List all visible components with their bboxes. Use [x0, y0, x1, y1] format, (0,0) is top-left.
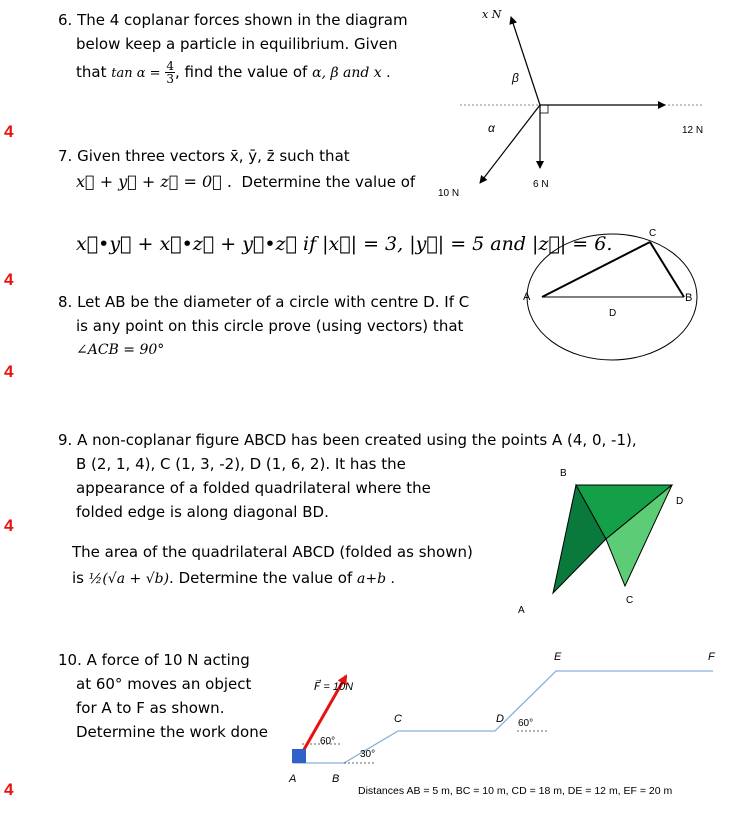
- q10-angle-60b: 60°: [518, 718, 534, 729]
- q10-label-e: E: [554, 651, 562, 663]
- q9-is: is: [72, 569, 84, 587]
- q9-line6: [72, 566, 473, 591]
- q10-line4: Determine the work done: [76, 723, 268, 741]
- q10-angle-30: 30°: [360, 749, 376, 760]
- q9-determine: . Determine the value of: [169, 569, 353, 587]
- q6-tan-expr: tan α =: [111, 66, 161, 81]
- q6-frac-den: 3: [166, 72, 174, 86]
- q6-find-vars: α, β and x .: [312, 65, 391, 81]
- q9-line4: folded edge is along diagonal BD.: [76, 503, 329, 521]
- q10-line1: 10. A force of 10 N acting: [58, 651, 250, 669]
- marks-q10: 4: [4, 780, 14, 799]
- q9-label-d: D: [676, 496, 684, 507]
- q9-label-c: C: [626, 595, 634, 606]
- q8-angle: ∠ACB = 90°: [76, 342, 165, 358]
- q9-line3: appearance of a folded quadrilateral where the: [76, 479, 431, 497]
- q6-force-10n: [480, 105, 540, 183]
- q10-path-diagram: [280, 640, 725, 790]
- q6-label-alpha: α: [488, 121, 495, 135]
- marks-q8: 4: [4, 362, 14, 381]
- q8-label-c: C: [649, 228, 657, 239]
- q10-force-label: F⃗ = 10N: [314, 681, 354, 693]
- q7-determine: Determine the value of: [241, 173, 416, 191]
- q9-label-a: A: [518, 605, 525, 616]
- q7-expression: x⃗•y⃗ + x⃗•z⃗ + y⃗•z⃗ if |x⃗| = 3, |y⃗| = 5 and |z⃗| = 6.: [76, 233, 613, 255]
- marks-q6: 4: [4, 122, 14, 141]
- q10-angle-60a: 60°: [320, 736, 336, 747]
- q7-line1: 7. Given three vectors x̄, ȳ, z̄ such that: [58, 147, 350, 165]
- q9-line2: B (2, 1, 4), C (1, 3, -2), D (1, 6, 2). It has the: [76, 455, 406, 473]
- marks-q7: 4: [4, 270, 14, 289]
- q10-object-block: [292, 749, 306, 763]
- q6-label-xn: x N: [482, 8, 502, 21]
- q9-target: a+b .: [357, 571, 395, 587]
- q8-line1: 8. Let AB be the diameter of a circle with centre D. If C: [58, 293, 470, 311]
- q6-fraction: [165, 60, 175, 85]
- q6-text: [58, 8, 408, 86]
- q9-label-b: B: [560, 468, 567, 479]
- q6-frac-num: 4: [166, 59, 174, 73]
- q6-line3: [58, 60, 408, 86]
- q6-that: that: [76, 63, 107, 81]
- q7-line2: [76, 172, 415, 191]
- marks-q9: 4: [4, 516, 14, 535]
- q10-label-d: D: [496, 713, 504, 725]
- q10-label-f: F: [708, 651, 715, 663]
- q10-label-a: A: [289, 773, 297, 785]
- q6-line2: below keep a particle in equilibrium. Given: [76, 35, 398, 53]
- q6-force-x: [511, 17, 540, 105]
- q8-label-b: B: [685, 292, 693, 304]
- q8-chord-ac: [542, 242, 650, 297]
- q6-right-angle: [540, 105, 548, 113]
- q9-line5: The area of the quadrilateral ABCD (folded as shown): [72, 543, 473, 561]
- q6-force-diagram: [420, 0, 720, 210]
- q10-label-c: C: [394, 713, 402, 725]
- q10-line2: at 60° moves an object: [76, 675, 252, 693]
- q6-label-10n: 10 N: [438, 188, 460, 199]
- q9-folded-figure: [500, 460, 715, 625]
- q10-line3: for A to F as shown.: [76, 699, 225, 717]
- q6-label-beta: β: [512, 71, 519, 85]
- q8-line2: is any point on this circle prove (using vectors) that: [76, 317, 464, 335]
- q9-area-expr: ½(√a + √b): [88, 571, 170, 587]
- q10-text: [58, 648, 268, 744]
- q8-label-a: A: [523, 291, 531, 303]
- q6-label-6n: 6 N: [533, 179, 549, 190]
- q10-label-b: B: [332, 773, 340, 785]
- q6-line1: 6. The 4 coplanar forces shown in the diagram: [58, 11, 408, 29]
- q8-chord-cb: [650, 242, 684, 297]
- q10-distances: Distances AB = 5 m, BC = 10 m, CD = 18 m, DE = 12 m, EF = 20 m: [358, 785, 673, 797]
- q8-circle-diagram: [515, 225, 705, 370]
- q9-area-text: [72, 540, 473, 591]
- q8-label-d: D: [609, 308, 617, 319]
- q6-find: , find the value of: [174, 63, 308, 81]
- q6-label-12n: 12 N: [682, 125, 704, 136]
- q9-line1: 9. A non-coplanar figure ABCD has been created using the points A (4, 0, -1),: [58, 431, 637, 449]
- q7-equation: x⃗ + y⃗ + z⃗ = 0⃗ .: [76, 172, 232, 191]
- q8-text: [58, 290, 469, 362]
